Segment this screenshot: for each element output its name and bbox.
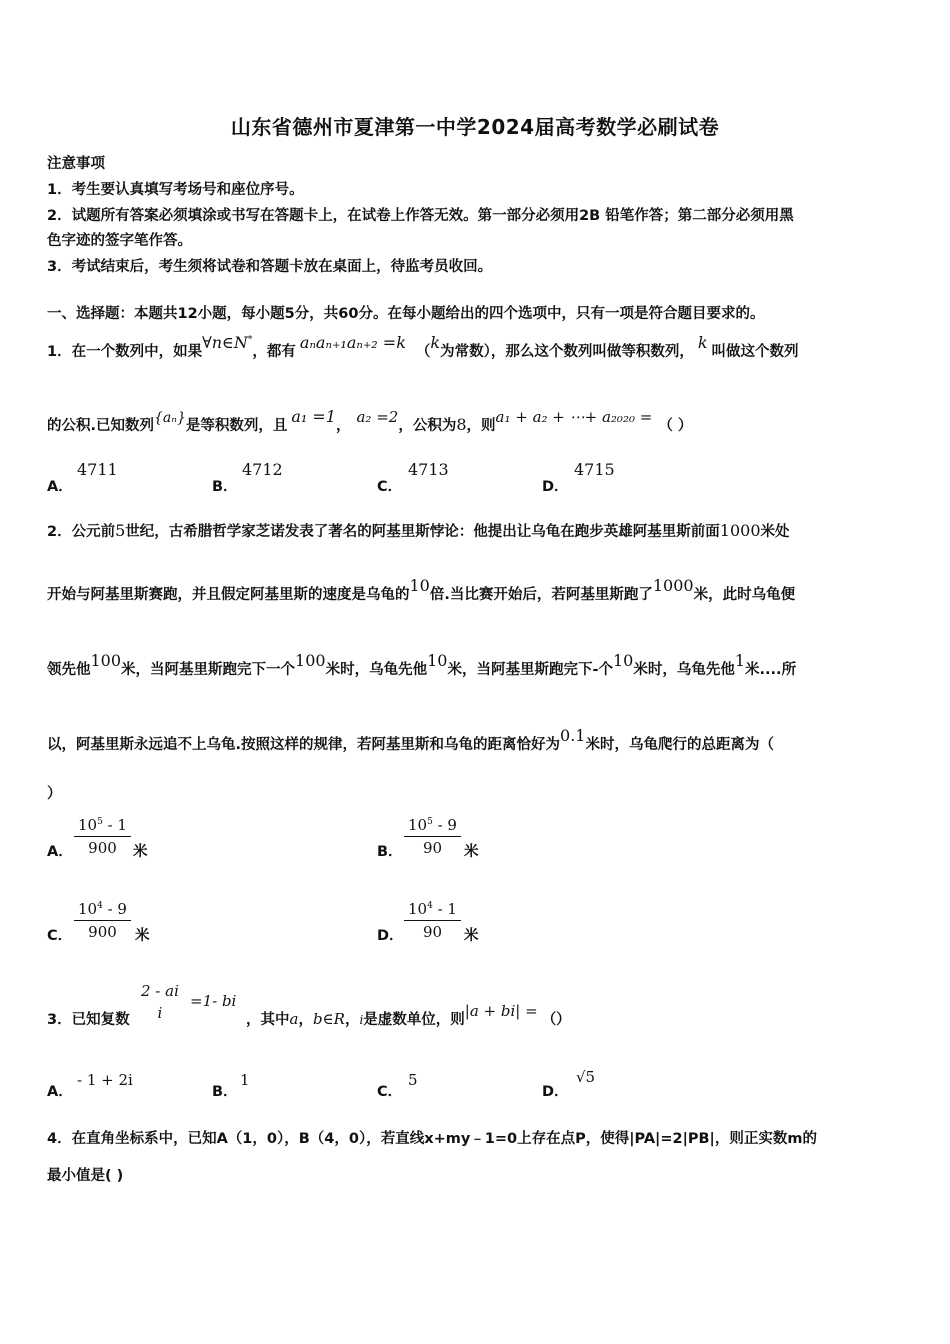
q3-text: ，其中 bbox=[246, 1012, 290, 1028]
q1-math-a1: a₁ =1 bbox=[291, 407, 336, 426]
q2-text: 米....所 bbox=[745, 662, 797, 678]
q2-line3 bbox=[47, 651, 797, 679]
num-tail: - 1 bbox=[102, 816, 127, 834]
q1-text: （ ） bbox=[658, 418, 693, 434]
fraction-numerator bbox=[404, 816, 461, 837]
fraction-denominator: 900 bbox=[88, 923, 117, 941]
notice-item: 2．试题所有答案必须填涂或书写在答题卡上，在试卷上作答无效。第一部分必须用2B 铅笔作答；第二部分必须用黑 bbox=[47, 208, 794, 224]
q1-math-sup: * bbox=[247, 335, 253, 345]
q2-number: 1000 bbox=[719, 521, 761, 540]
q2-number: 100 bbox=[295, 651, 326, 670]
q4-line1: 4．在直角坐标系中，已知A（1，0），B（4，0），若直线x+my﹣1=0上存在点P，使得|PA|=2|PB|，则正实数m的 bbox=[47, 1131, 817, 1147]
q2-number: 100 bbox=[90, 651, 122, 670]
q2-text: 世纪，古希腊哲学家芝诺发表了著名的阿基里斯悖论：他提出让乌龟在跑步英雄阿基里斯前面 bbox=[125, 524, 720, 540]
fraction-denominator: 90 bbox=[422, 839, 443, 857]
q1-math-k: k bbox=[697, 333, 708, 352]
q2-unit: 米 bbox=[464, 928, 479, 944]
num-tail: - 1 bbox=[432, 900, 457, 918]
q2-text: 领先他 bbox=[47, 662, 91, 678]
q1-text: ， bbox=[335, 418, 351, 434]
q2-number: 1 bbox=[734, 651, 746, 670]
num-exp: 4 bbox=[427, 901, 433, 911]
q2-text: 米，当阿基里斯跑完下一个 bbox=[121, 662, 296, 678]
notice-heading: 注意事项 bbox=[47, 156, 105, 172]
q1-math-product: aₙaₙ₊₁aₙ₊₂ =k bbox=[299, 333, 406, 352]
q2-line5: ） bbox=[47, 786, 62, 802]
q1-option-a-value: 4711 bbox=[77, 460, 118, 479]
q1-text: （ bbox=[415, 344, 431, 360]
q2-number: 0.1 bbox=[560, 726, 586, 745]
notice-item: 3．考试结束后，考生须将试卷和答题卡放在桌面上，待监考员收回。 bbox=[47, 259, 493, 275]
q2-text: 倍.当比赛开始后，若阿基里斯跑了 bbox=[429, 587, 653, 603]
q2-number: 1000 bbox=[652, 576, 694, 595]
section-heading: 一、选择题：本题共12小题，每小题5分，共60分。在每小题给出的四个选项中，只有一项是符合题目要求的。 bbox=[47, 306, 765, 322]
q2-text: 米时，乌龟爬行的总距离为（ bbox=[585, 737, 774, 753]
q3-option-c-value: 5 bbox=[408, 1071, 418, 1089]
num-exp: 4 bbox=[97, 901, 103, 911]
num-tail: - 9 bbox=[102, 900, 127, 918]
num-exp: 5 bbox=[97, 817, 103, 827]
q2-line1 bbox=[47, 520, 790, 541]
q2-option-c-fraction bbox=[74, 900, 131, 941]
num-base: 10 bbox=[408, 816, 428, 834]
q1-line1 bbox=[47, 333, 799, 361]
q2-unit: 米 bbox=[135, 928, 150, 944]
fraction-denominator: 900 bbox=[88, 839, 117, 857]
q2-number: 10 bbox=[427, 651, 448, 670]
q3-option-a-value: - 1 + 2i bbox=[77, 1071, 133, 1089]
q2-option-a-label: A． bbox=[47, 844, 73, 860]
q3-option-d-value: √5 bbox=[576, 1068, 596, 1086]
notice-item: 色字迹的签字笔作答。 bbox=[47, 233, 192, 249]
q2-text: 以，阿基里斯永远追不上乌龟.按照这样的规律，若阿基里斯和乌龟的距离恰好为 bbox=[47, 737, 561, 753]
q1-math-sequence: {aₙ} bbox=[154, 410, 186, 426]
q3-text: ， bbox=[344, 1012, 360, 1028]
fraction-numerator bbox=[74, 900, 131, 921]
q1-text: ，公积为 bbox=[398, 418, 457, 434]
q1-text: 1．在一个数列中，如果 bbox=[47, 344, 203, 360]
fraction-denominator: 90 bbox=[422, 923, 443, 941]
q2-line2 bbox=[47, 576, 796, 604]
notice-item: 1．考生要认真填写考场号和座位序号。 bbox=[47, 182, 304, 198]
q1-text: 为常数），那么这个数列叫做等积数列， bbox=[440, 344, 694, 360]
q1-text: 叫做这个数列 bbox=[711, 344, 799, 360]
q2-text: 米时，乌龟先他 bbox=[633, 662, 735, 678]
num-base: 10 bbox=[78, 816, 98, 834]
q1-option-b-value: 4712 bbox=[242, 460, 283, 479]
num-exp: 5 bbox=[427, 817, 433, 827]
q1-text: 是等积数列，且 bbox=[185, 418, 288, 434]
q2-option-b-label: B． bbox=[377, 844, 403, 860]
q1-line2 bbox=[47, 407, 693, 435]
q2-text: 开始与阿基里斯赛跑，并且假定阿基里斯的速度是乌龟的 bbox=[47, 587, 410, 603]
q1-text: 的公积.已知数列 bbox=[47, 418, 155, 434]
q2-text: 米，当阿基里斯跑完下-个 bbox=[447, 662, 613, 678]
q2-option-b-fraction bbox=[404, 816, 461, 857]
q2-text: 米时，乌龟先他 bbox=[325, 662, 428, 678]
q1-option-c-value: 4713 bbox=[408, 460, 449, 479]
q1-math-8: 8 bbox=[456, 415, 467, 434]
num-base: 10 bbox=[78, 900, 98, 918]
q3-option-b-label: B． bbox=[212, 1084, 238, 1100]
q1-math-k: k bbox=[430, 333, 441, 352]
q2-text: 米处 bbox=[760, 524, 790, 540]
q1-math bbox=[202, 333, 252, 352]
q2-option-a-fraction bbox=[74, 816, 131, 857]
q2-line4 bbox=[47, 726, 774, 754]
q1-option-d-label: D． bbox=[542, 479, 569, 495]
q3-option-a-label: A． bbox=[47, 1084, 73, 1100]
q3-text: ， bbox=[298, 1012, 313, 1028]
page-title: 山东省德州市夏津第一中学2024届高考数学必刷试卷 bbox=[230, 115, 720, 139]
q3-text: （） bbox=[541, 1012, 571, 1028]
q1-math-sum: a₁ + a₂ + ⋯+ a₂₀₂₀ = bbox=[495, 408, 653, 426]
q3-line bbox=[246, 1002, 571, 1029]
q1-math-a2: a₂ =2 bbox=[356, 408, 399, 426]
q3-text-1: 3．已知复数 bbox=[47, 1012, 130, 1028]
fraction-denominator: i bbox=[157, 1004, 163, 1022]
q1-text: ，则 bbox=[466, 418, 496, 434]
q2-unit: 米 bbox=[133, 844, 148, 860]
q1-option-d-value: 4715 bbox=[574, 460, 615, 479]
q3-math-a: a bbox=[289, 1010, 299, 1028]
num-base: 10 bbox=[408, 900, 428, 918]
q3-math-i: i bbox=[359, 1013, 364, 1027]
q2-text: 米，此时乌龟便 bbox=[693, 587, 796, 603]
q2-option-d-label: D． bbox=[377, 928, 404, 944]
q3-option-d-label: D． bbox=[542, 1084, 569, 1100]
q2-option-c-label: C． bbox=[47, 928, 73, 944]
fraction-numerator: 2 - ai bbox=[141, 982, 179, 1000]
num-tail: - 9 bbox=[432, 816, 457, 834]
q2-text: 2．公元前 bbox=[47, 524, 116, 540]
q1-option-c-label: C． bbox=[377, 479, 403, 495]
q2-number: 5 bbox=[115, 521, 126, 540]
q4-line2: 最小值是( ) bbox=[47, 1168, 124, 1184]
q3-fraction bbox=[137, 982, 183, 1022]
q2-option-d-fraction bbox=[404, 900, 461, 941]
fraction-numerator bbox=[74, 816, 131, 837]
q3-text: 是虚数单位，则 bbox=[363, 1012, 465, 1028]
q3-option-b-value: 1 bbox=[240, 1071, 250, 1089]
q2-number: 10 bbox=[409, 576, 430, 595]
q1-option-a-label: A． bbox=[47, 479, 73, 495]
q3-math-modulus: |a + bi| = bbox=[464, 1002, 538, 1020]
q3-math-b: b∈R bbox=[312, 1010, 345, 1028]
q3-option-c-label: C． bbox=[377, 1084, 403, 1100]
fraction-numerator bbox=[404, 900, 461, 921]
q1-option-b-label: B． bbox=[212, 479, 238, 495]
q1-text: ，都有 bbox=[252, 344, 296, 360]
q1-math-forall: ∀n∈N bbox=[202, 333, 248, 352]
q3-equation: =1- bi bbox=[190, 992, 237, 1010]
q2-unit: 米 bbox=[464, 844, 479, 860]
q2-number: 10 bbox=[612, 651, 634, 670]
